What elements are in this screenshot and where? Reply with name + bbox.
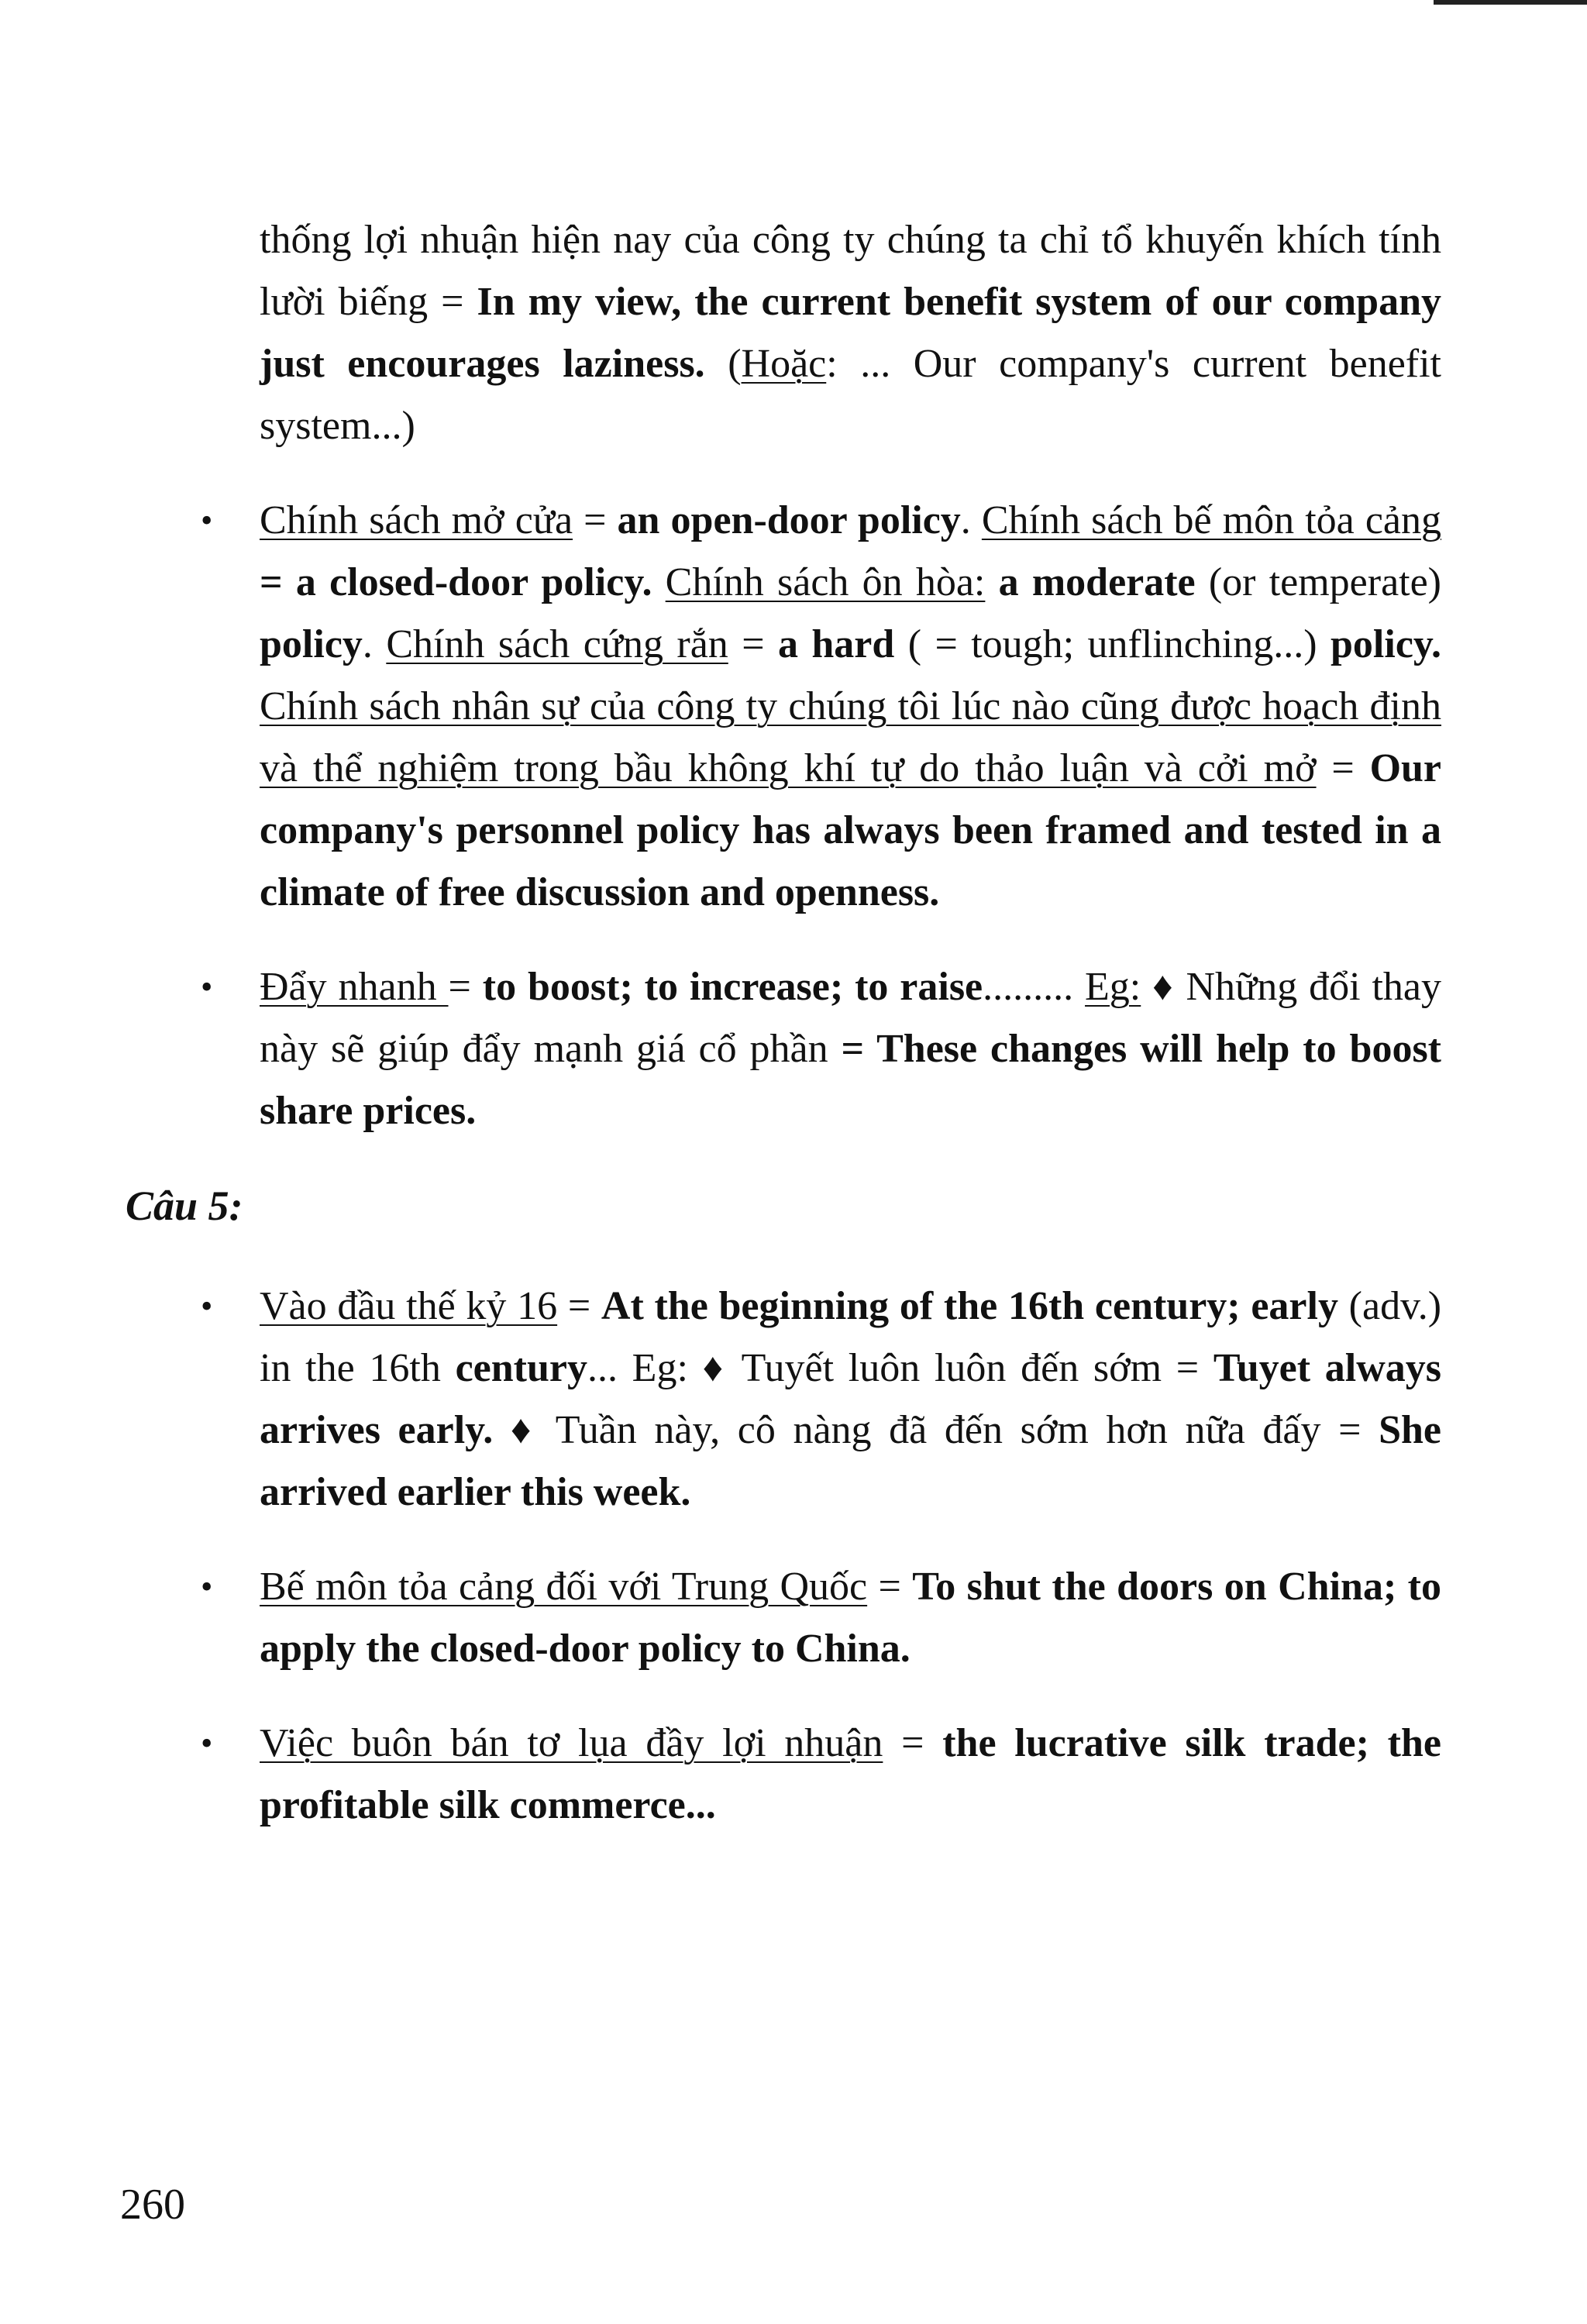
english-phrase: She arrived earlier this week. bbox=[260, 1408, 1441, 1514]
text-run: . bbox=[960, 498, 982, 542]
vietnamese-term: Eg: bbox=[1085, 965, 1141, 1009]
english-phrase: policy bbox=[260, 622, 363, 666]
english-phrase: In my view, the current benefit system of our company just encourages laziness. bbox=[260, 280, 1441, 386]
text-run: (or temperate) bbox=[1195, 560, 1441, 604]
english-phrase: a hard bbox=[777, 622, 895, 666]
section-heading: Câu 5: bbox=[126, 1183, 243, 1229]
english-phrase: policy. bbox=[1331, 622, 1442, 666]
text-run: = bbox=[557, 1284, 601, 1328]
text-run: ( bbox=[704, 342, 742, 386]
text-run: ( = tough; unflinching...) bbox=[894, 622, 1331, 666]
text-run: (adv.) in the 16th bbox=[260, 1284, 1442, 1390]
text-run: = bbox=[1316, 746, 1370, 790]
bullet-entry bbox=[201, 1276, 1442, 1524]
bullet-point: • bbox=[201, 1287, 213, 1325]
text-run: ♦ Những đổi thay này sẽ giúp đẩy mạnh giá cổ phần bbox=[260, 965, 1442, 1071]
text-run: ♦ Tuần này, cô nàng đã đến sớm hơn nữa đấy = bbox=[493, 1408, 1379, 1452]
english-phrase: the lucrative silk trade; the profitable silk commerce... bbox=[260, 1721, 1441, 1827]
top-edge-rule bbox=[1434, 0, 1587, 5]
page-number: 260 bbox=[120, 2181, 185, 2229]
english-phrase: = These changes will help to boost share prices. bbox=[260, 1027, 1441, 1133]
bullet-point: • bbox=[201, 968, 213, 1006]
bullet-entry bbox=[201, 1556, 1441, 1680]
english-phrase: = a closed-door policy. bbox=[260, 560, 652, 604]
english-phrase: Our company's personnel policy has always been framed and tested in a climate of free discussion and openness. bbox=[260, 746, 1442, 914]
vietnamese-term: Việc buôn bán tơ lụa đầy lợi nhuận bbox=[260, 1721, 883, 1765]
text-run: ......... bbox=[983, 965, 1086, 1009]
text-run: = bbox=[448, 965, 483, 1009]
text-run: = bbox=[728, 622, 778, 666]
vietnamese-term: Đẩy nhanh bbox=[260, 965, 449, 1009]
vietnamese-term: Chính sách cứng rắn bbox=[386, 622, 728, 666]
vietnamese-term: Bế môn tỏa cảng đối với Trung Quốc bbox=[260, 1565, 868, 1609]
text-run: : ... Our company's current benefit system...) bbox=[260, 342, 1441, 448]
vietnamese-term: Chính sách ôn hòa: bbox=[665, 560, 986, 604]
bullet-entry bbox=[201, 490, 1442, 924]
bullet-entry bbox=[201, 1713, 1441, 1837]
english-phrase: Tuyet always arrives early. bbox=[260, 1346, 1442, 1452]
english-phrase: an open-door policy bbox=[617, 498, 961, 542]
text-run: . bbox=[362, 622, 387, 666]
english-phrase: to boost; to increase; to raise bbox=[482, 965, 983, 1009]
english-phrase: a moderate bbox=[985, 560, 1196, 604]
continued-paragraph bbox=[260, 209, 1441, 457]
page-body bbox=[0, 209, 1587, 1869]
english-phrase: To shut the doors on China; to apply the closed-door policy to China. bbox=[260, 1565, 1441, 1671]
english-phrase: century bbox=[455, 1346, 587, 1390]
text-run bbox=[652, 560, 665, 604]
vietnamese-term: Hoặc bbox=[741, 342, 827, 386]
bullet-point: • bbox=[201, 501, 213, 539]
vietnamese-term: Chính sách bế môn tỏa cảng bbox=[981, 498, 1441, 542]
text-run: = bbox=[883, 1721, 943, 1765]
text-run: ... Eg: ♦ Tuyết luôn luôn đến sớm = bbox=[587, 1346, 1213, 1390]
vietnamese-term: Chính sách nhân sự của công ty chúng tôi lúc nào cũng được hoạch định và thể nghiệm trong bầu không khí tự do thảo luận và cởi mở bbox=[260, 684, 1441, 790]
english-phrase: At the beginning of the 16th century; early bbox=[601, 1284, 1338, 1328]
vietnamese-term: Vào đầu thế kỷ 16 bbox=[260, 1284, 558, 1328]
bullet-entry bbox=[201, 956, 1442, 1142]
text-run: thống lợi nhuận hiện nay của công ty chúng ta chỉ tổ khuyến khích tính lười biếng = bbox=[260, 218, 1441, 324]
vietnamese-term: Chính sách mở cửa bbox=[260, 498, 573, 542]
bullet-point: • bbox=[201, 1568, 213, 1606]
bullet-point: • bbox=[201, 1724, 213, 1762]
text-run: = bbox=[867, 1565, 913, 1609]
text-run: = bbox=[573, 498, 618, 542]
